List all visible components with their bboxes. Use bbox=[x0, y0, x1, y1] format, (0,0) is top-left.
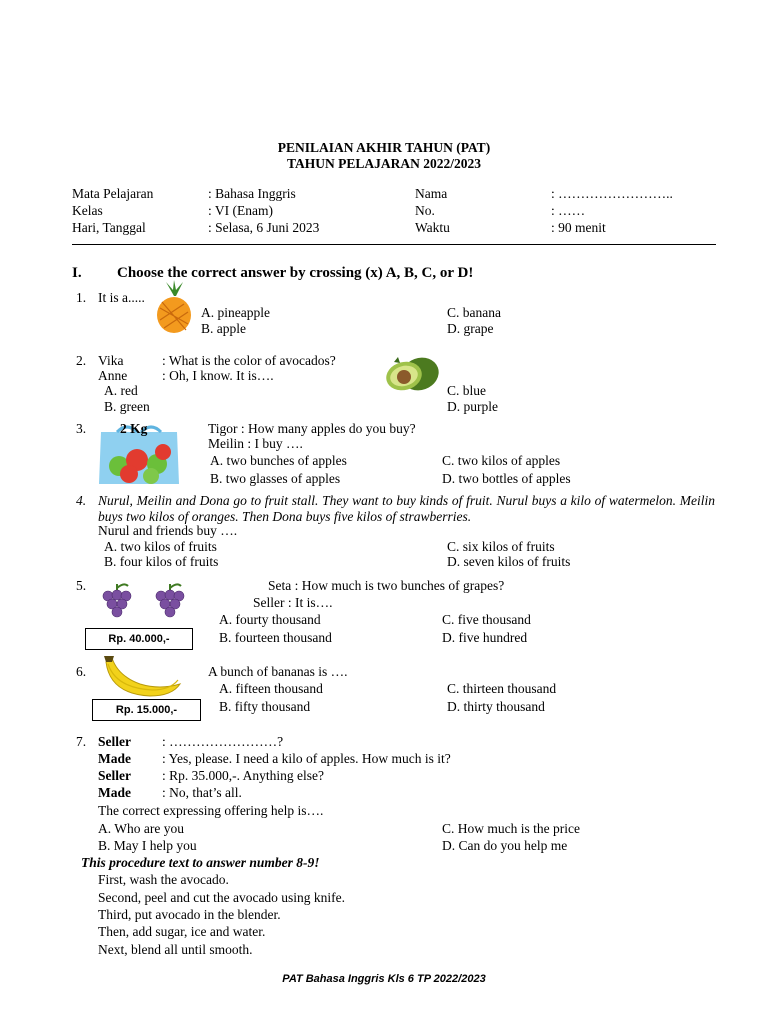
date-value: : Selasa, 6 Juni 2023 bbox=[208, 220, 320, 235]
q6-price-tag: Rp. 15.000,- bbox=[92, 699, 201, 721]
subject-value: : Bahasa Inggris bbox=[208, 186, 296, 201]
q5-option-d[interactable]: D. five hundred bbox=[442, 630, 528, 645]
q3-option-d[interactable]: D. two bottles of apples bbox=[442, 471, 571, 486]
name-value: : …………………….. bbox=[551, 186, 673, 201]
time-label: Waktu bbox=[415, 220, 450, 235]
q4-option-d[interactable]: D. seven kilos of fruits bbox=[447, 554, 571, 569]
q7-line-2: : Yes, please. I need a kilo of apples. How much is it? bbox=[162, 751, 451, 766]
time-value: : 90 menit bbox=[551, 220, 606, 235]
procedure-step: Second, peel and cut the avocado using knife. bbox=[98, 890, 346, 905]
q7-option-d[interactable]: D. Can do you help me bbox=[442, 838, 568, 853]
q2-speaker-1: Vika bbox=[98, 353, 124, 368]
q2-number: 2. bbox=[76, 353, 87, 368]
q7-speaker-2: Made bbox=[98, 751, 131, 766]
q5-price-tag: Rp. 40.000,- bbox=[85, 628, 193, 650]
q2-option-c[interactable]: C. blue bbox=[447, 383, 486, 398]
header-divider bbox=[72, 244, 716, 245]
q4-number: 4. bbox=[76, 493, 87, 508]
q1-number: 1. bbox=[76, 290, 87, 305]
page-footer: PAT Bahasa Inggris Kls 6 TP 2022/2023 bbox=[282, 973, 486, 985]
grapes-icon bbox=[100, 582, 134, 622]
q6-text: A bunch of bananas is …. bbox=[208, 664, 348, 679]
exam-title: PENILAIAN AKHIR TAHUN (PAT) bbox=[277, 140, 491, 155]
q7-question: The correct expressing offering help is…. bbox=[98, 803, 324, 818]
subject-label: Mata Pelajaran bbox=[72, 186, 154, 201]
q4-option-c[interactable]: C. six kilos of fruits bbox=[447, 539, 555, 554]
date-label: Hari, Tanggal bbox=[72, 220, 146, 235]
q5-line-1: Seta : How much is two bunches of grapes? bbox=[268, 578, 505, 593]
q2-line-2: : Oh, I know. It is…. bbox=[162, 368, 274, 383]
q7-speaker-4: Made bbox=[98, 785, 131, 800]
q7-line-4: : No, that’s all. bbox=[162, 785, 242, 800]
q2-option-a[interactable]: A. red bbox=[104, 383, 138, 398]
academic-year: TAHUN PELAJARAN 2022/2023 bbox=[286, 156, 481, 171]
q3-line-2: Meilin : I buy …. bbox=[208, 436, 303, 451]
q7-speaker-3: Seller bbox=[98, 768, 131, 783]
class-value: : VI (Enam) bbox=[208, 203, 273, 218]
procedure-step: Then, add sugar, ice and water. bbox=[98, 924, 266, 939]
no-label: No. bbox=[415, 203, 435, 218]
q7-option-b[interactable]: B. May I help you bbox=[98, 838, 197, 853]
q1-option-b[interactable]: B. apple bbox=[201, 321, 246, 336]
q7-option-c[interactable]: C. How much is the price bbox=[442, 821, 580, 836]
q3-number: 3. bbox=[76, 421, 87, 436]
q1-option-d[interactable]: D. grape bbox=[447, 321, 494, 336]
q7-line-1: : ……………………? bbox=[162, 734, 284, 749]
q1-option-c[interactable]: C. banana bbox=[447, 305, 501, 320]
q2-option-d[interactable]: D. purple bbox=[447, 399, 498, 414]
procedure-step: Third, put avocado in the blender. bbox=[98, 907, 281, 922]
name-label: Nama bbox=[415, 186, 448, 201]
procedure-title: This procedure text to answer number 8-9! bbox=[81, 855, 320, 870]
q4-question: Nurul and friends buy …. bbox=[98, 523, 238, 538]
q1-text: It is a..... bbox=[98, 290, 145, 305]
q5-option-c[interactable]: C. five thousand bbox=[442, 612, 531, 627]
q3-option-a[interactable]: A. two bunches of apples bbox=[210, 453, 347, 468]
q7-speaker-1: Seller bbox=[98, 734, 131, 749]
q6-number: 6. bbox=[76, 664, 87, 679]
q7-option-a[interactable]: A. Who are you bbox=[98, 821, 184, 836]
q3-option-b[interactable]: B. two glasses of apples bbox=[210, 471, 341, 486]
q3-line-1: Tigor : How many apples do you buy? bbox=[208, 421, 416, 436]
q7-number: 7. bbox=[76, 734, 87, 749]
procedure-step: First, wash the avocado. bbox=[98, 872, 229, 887]
q4-story: Nurul, Meilin and Dona go to fruit stall. They want to buy kinds of fruit. Nurul buys a kilo of watermelon. Meilin buys two kilos of oranges. Then Dona buys five kilos of strawberries. bbox=[98, 493, 715, 524]
q6-option-a[interactable]: A. fifteen thousand bbox=[219, 681, 323, 696]
q5-number: 5. bbox=[76, 578, 87, 593]
q4-option-b[interactable]: B. four kilos of fruits bbox=[104, 554, 219, 569]
q5-line-2: Seller : It is…. bbox=[253, 595, 333, 610]
no-value: : …… bbox=[551, 203, 586, 218]
section-number: I. bbox=[72, 265, 82, 281]
q6-option-b[interactable]: B. fifty thousand bbox=[219, 699, 311, 714]
banana-icon bbox=[100, 654, 182, 702]
q2-line-1: : What is the color of avocados? bbox=[162, 353, 336, 368]
procedure-step: Next, blend all until smooth. bbox=[98, 942, 253, 957]
q5-option-a[interactable]: A. fourty thousand bbox=[219, 612, 321, 627]
grapes-icon bbox=[153, 582, 187, 622]
q2-speaker-2: Anne bbox=[98, 368, 128, 383]
avocado-icon bbox=[384, 354, 442, 394]
pineapple-icon bbox=[154, 280, 194, 334]
q6-option-d[interactable]: D. thirty thousand bbox=[447, 699, 545, 714]
q4-option-a[interactable]: A. two kilos of fruits bbox=[104, 539, 217, 554]
q5-option-b[interactable]: B. fourteen thousand bbox=[219, 630, 332, 645]
class-label: Kelas bbox=[72, 203, 103, 218]
q3-weight-label: 2 Kg bbox=[120, 421, 148, 436]
q6-option-c[interactable]: C. thirteen thousand bbox=[447, 681, 557, 696]
q2-option-b[interactable]: B. green bbox=[104, 399, 150, 414]
q1-option-a[interactable]: A. pineapple bbox=[201, 305, 270, 320]
section-instruction: Choose the correct answer by crossing (x) A, B, C, or D! bbox=[117, 265, 474, 281]
q7-line-3: : Rp. 35.000,-. Anything else? bbox=[162, 768, 324, 783]
q3-option-c[interactable]: C. two kilos of apples bbox=[442, 453, 561, 468]
